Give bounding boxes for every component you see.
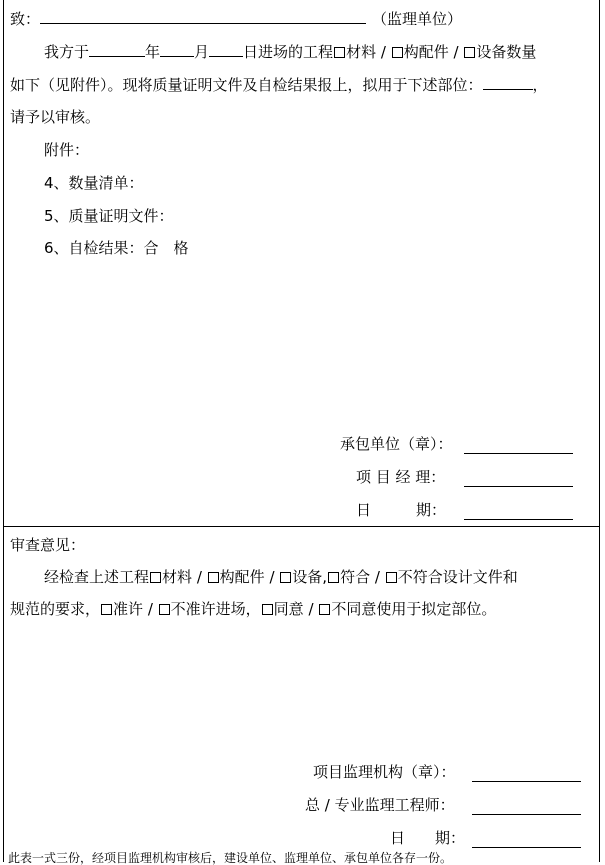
slash: / [453, 43, 459, 61]
slash: / [374, 568, 380, 586]
month-label: 月 [194, 43, 210, 61]
attachment-item: 6、自检结果：合 格 [44, 239, 189, 257]
checkbox-review-material[interactable] [150, 572, 161, 583]
attachment-item: 4、数量清单： [44, 174, 144, 192]
checkbox-allow[interactable] [101, 604, 112, 615]
blank-year[interactable] [89, 41, 145, 57]
supervisor-date-blank[interactable] [472, 846, 581, 848]
supervisor-engineer-blank[interactable] [472, 813, 581, 815]
body-text: 如下（见附件）。现将质量证明文件及自检结果报上，拟用于下述部位： [10, 76, 483, 94]
option-label: 准许 [113, 600, 144, 618]
year-label: 年 [145, 43, 161, 61]
option-label: 同意 [273, 600, 304, 618]
review-line-2 [10, 599, 496, 619]
option-label: 设备, [292, 568, 328, 586]
body-line-3: 请予以审核。 [10, 108, 101, 126]
checkbox-review-equipment[interactable] [280, 572, 291, 583]
form-frame [3, 0, 600, 862]
review-text: 规范的要求， [10, 600, 101, 618]
body-line-1 [44, 41, 536, 62]
option-label: 构配件 [403, 43, 449, 61]
blank-day[interactable] [209, 41, 243, 57]
checkbox-component[interactable] [392, 47, 403, 58]
checkbox-review-component[interactable] [208, 572, 219, 583]
slash: / [147, 600, 153, 618]
contractor-unit-label: 承包单位（章）： [340, 435, 453, 453]
contractor-date-label: 日 期： [356, 501, 447, 519]
slash: / [196, 568, 202, 586]
to-line [10, 8, 462, 29]
project-manager-label: 项 目 经 理： [356, 468, 446, 486]
body-text: ， [532, 76, 548, 94]
project-manager-blank[interactable] [464, 485, 573, 487]
option-label: 材料 [162, 568, 193, 586]
section-divider [3, 526, 600, 527]
review-text: 经检查上述工程 [44, 568, 150, 586]
slash: / [269, 568, 275, 586]
checkbox-not-allow[interactable] [159, 604, 170, 615]
supervisor-engineer-label: 总 / 专业监理工程师： [305, 796, 455, 814]
slash: / [308, 600, 314, 618]
body-text: 日进场的工程 [243, 43, 334, 61]
slash: / [380, 43, 386, 61]
contractor-unit-blank[interactable] [464, 452, 573, 454]
option-label: 设备数量 [476, 43, 537, 61]
contractor-date-blank[interactable] [464, 518, 573, 520]
option-label: 不符合设计文件和 [397, 568, 518, 586]
option-label: 不准许进场， [170, 600, 261, 618]
supervisor-org-blank[interactable] [472, 780, 581, 782]
option-label: 构配件 [219, 568, 265, 586]
footer-note: 此表一式三份，经项目监理机构审核后，建设单位、监理单位、承包单位各存一份。 [8, 851, 453, 865]
attachments-title: 附件： [44, 141, 90, 159]
blank-month[interactable] [160, 41, 194, 57]
checkbox-conform[interactable] [328, 572, 339, 583]
body-line-2 [10, 74, 548, 95]
option-label: 不同意使用于拟定部位。 [331, 600, 497, 618]
to-label: 致： [10, 10, 41, 28]
supervisor-date-label: 日 期： [390, 829, 466, 847]
option-label: 符合 [340, 568, 371, 586]
checkbox-not-agree[interactable] [319, 604, 330, 615]
attachment-item: 5、质量证明文件： [44, 207, 174, 225]
review-line-1 [44, 567, 518, 587]
checkbox-not-conform[interactable] [386, 572, 397, 583]
option-label: 材料 [346, 43, 377, 61]
review-title: 审查意见： [10, 536, 86, 554]
to-suffix: （监理单位） [372, 10, 463, 28]
to-blank[interactable] [40, 8, 366, 24]
checkbox-agree[interactable] [262, 604, 273, 615]
checkbox-material[interactable] [334, 47, 345, 58]
body-text: 我方于 [44, 43, 90, 61]
blank-location[interactable] [483, 74, 533, 90]
supervisor-org-label: 项目监理机构（章）： [313, 763, 456, 781]
checkbox-equipment[interactable] [464, 47, 475, 58]
